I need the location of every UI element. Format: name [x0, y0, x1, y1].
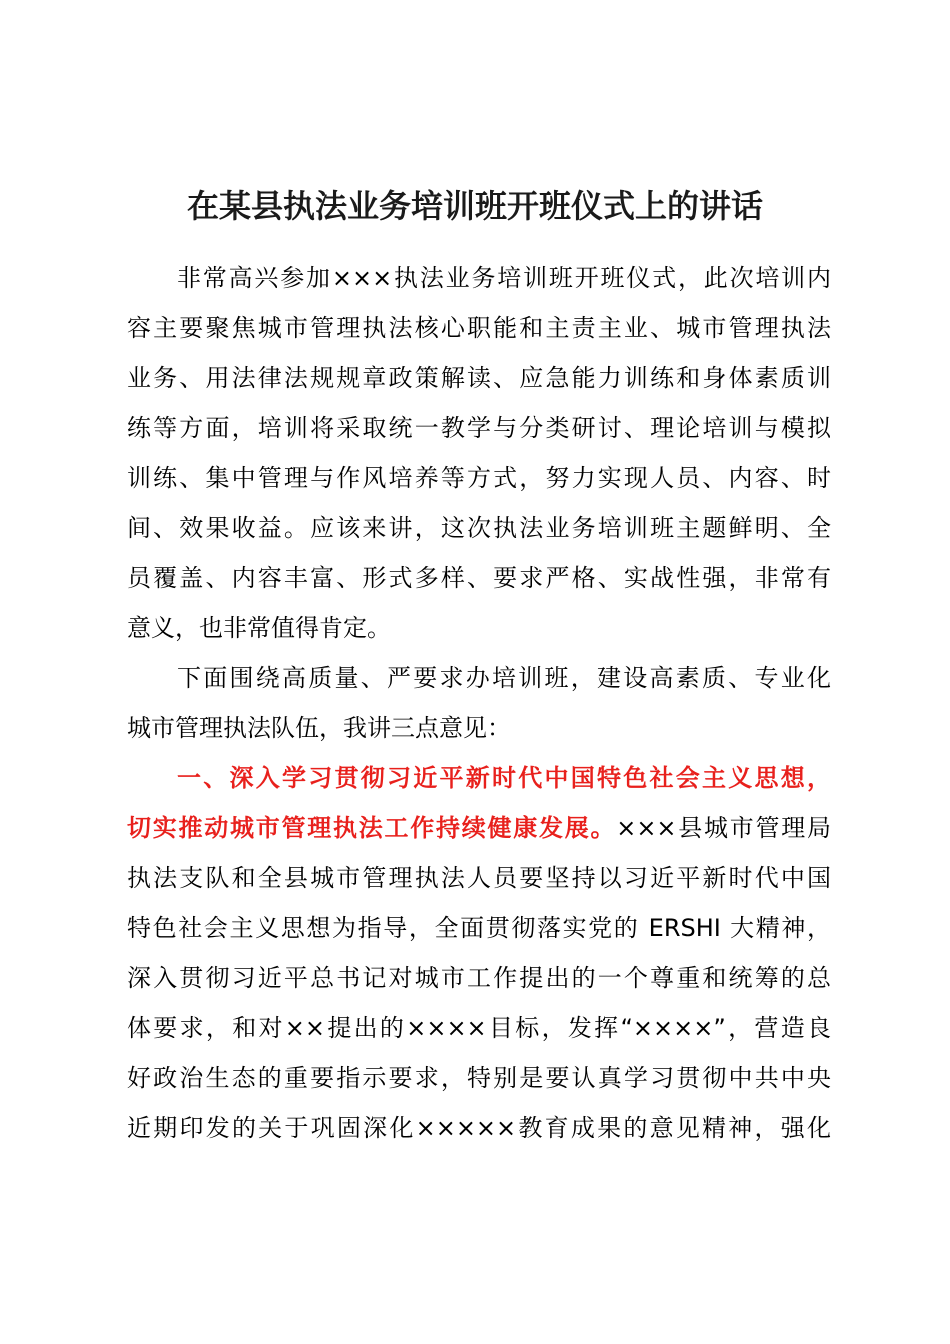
section-1-body-line: 执法支队和全县城市管理执法人员要坚持以习近平新时代中国	[127, 864, 831, 892]
section-1-body-line: 体要求，和对××提出的××××目标，发挥“××××”，营造良	[127, 1014, 831, 1042]
paragraph-1-line: 练等方面，培训将采取统一教学与分类研讨、理论培训与模拟	[127, 414, 831, 442]
section-1-heading: 一、深入学习贯彻习近平新时代中国特色社会主义思想，	[177, 764, 831, 792]
paragraph-1-line: 员覆盖、内容丰富、形式多样、要求严格、实战性强，非常有	[127, 564, 831, 592]
document-title: 在某县执法业务培训班开班仪式上的讲话	[186, 187, 763, 225]
section-1-heading-continued	[127, 803, 831, 853]
paragraph-2-line: 下面围绕高质量、严要求办培训班，建设高素质、专业化	[177, 664, 831, 692]
paragraph-1-line: 非常高兴参加×××执法业务培训班开班仪式，此次培训内	[177, 264, 831, 292]
section-1-body-start: ×××县城市管理局	[616, 814, 831, 842]
paragraph-1-line: 意义，也非常值得肯定。	[127, 614, 391, 642]
paragraph-1-line: 容主要聚焦城市管理执法核心职能和主责主业、城市管理执法	[127, 314, 831, 342]
section-1-body-line: 特色社会主义思想为指导，全面贯彻落实党的 ERSHI 大精神，	[127, 914, 831, 942]
paragraph-2-line: 城市管理执法队伍，我讲三点意见：	[127, 714, 511, 742]
section-1-body-line: 近期印发的关于巩固深化×××××教育成果的意见精神，强化	[127, 1114, 831, 1142]
paragraph-1-line: 业务、用法律法规规章政策解读、应急能力训练和身体素质训	[127, 364, 831, 392]
paragraph-1-line: 间、效果收益。应该来讲，这次执法业务培训班主题鲜明、全	[127, 514, 831, 542]
section-1-body-line: 好政治生态的重要指示要求，特别是要认真学习贯彻中共中央	[127, 1064, 831, 1092]
section-1-body-line: 深入贯彻习近平总书记对城市工作提出的一个尊重和统筹的总	[127, 964, 831, 992]
section-1-heading-tail: 切实推动城市管理执法工作持续健康发展。	[127, 814, 617, 842]
paragraph-1-line: 训练、集中管理与作风培养等方式，努力实现人员、内容、时	[127, 464, 831, 492]
document-body	[127, 253, 831, 1153]
